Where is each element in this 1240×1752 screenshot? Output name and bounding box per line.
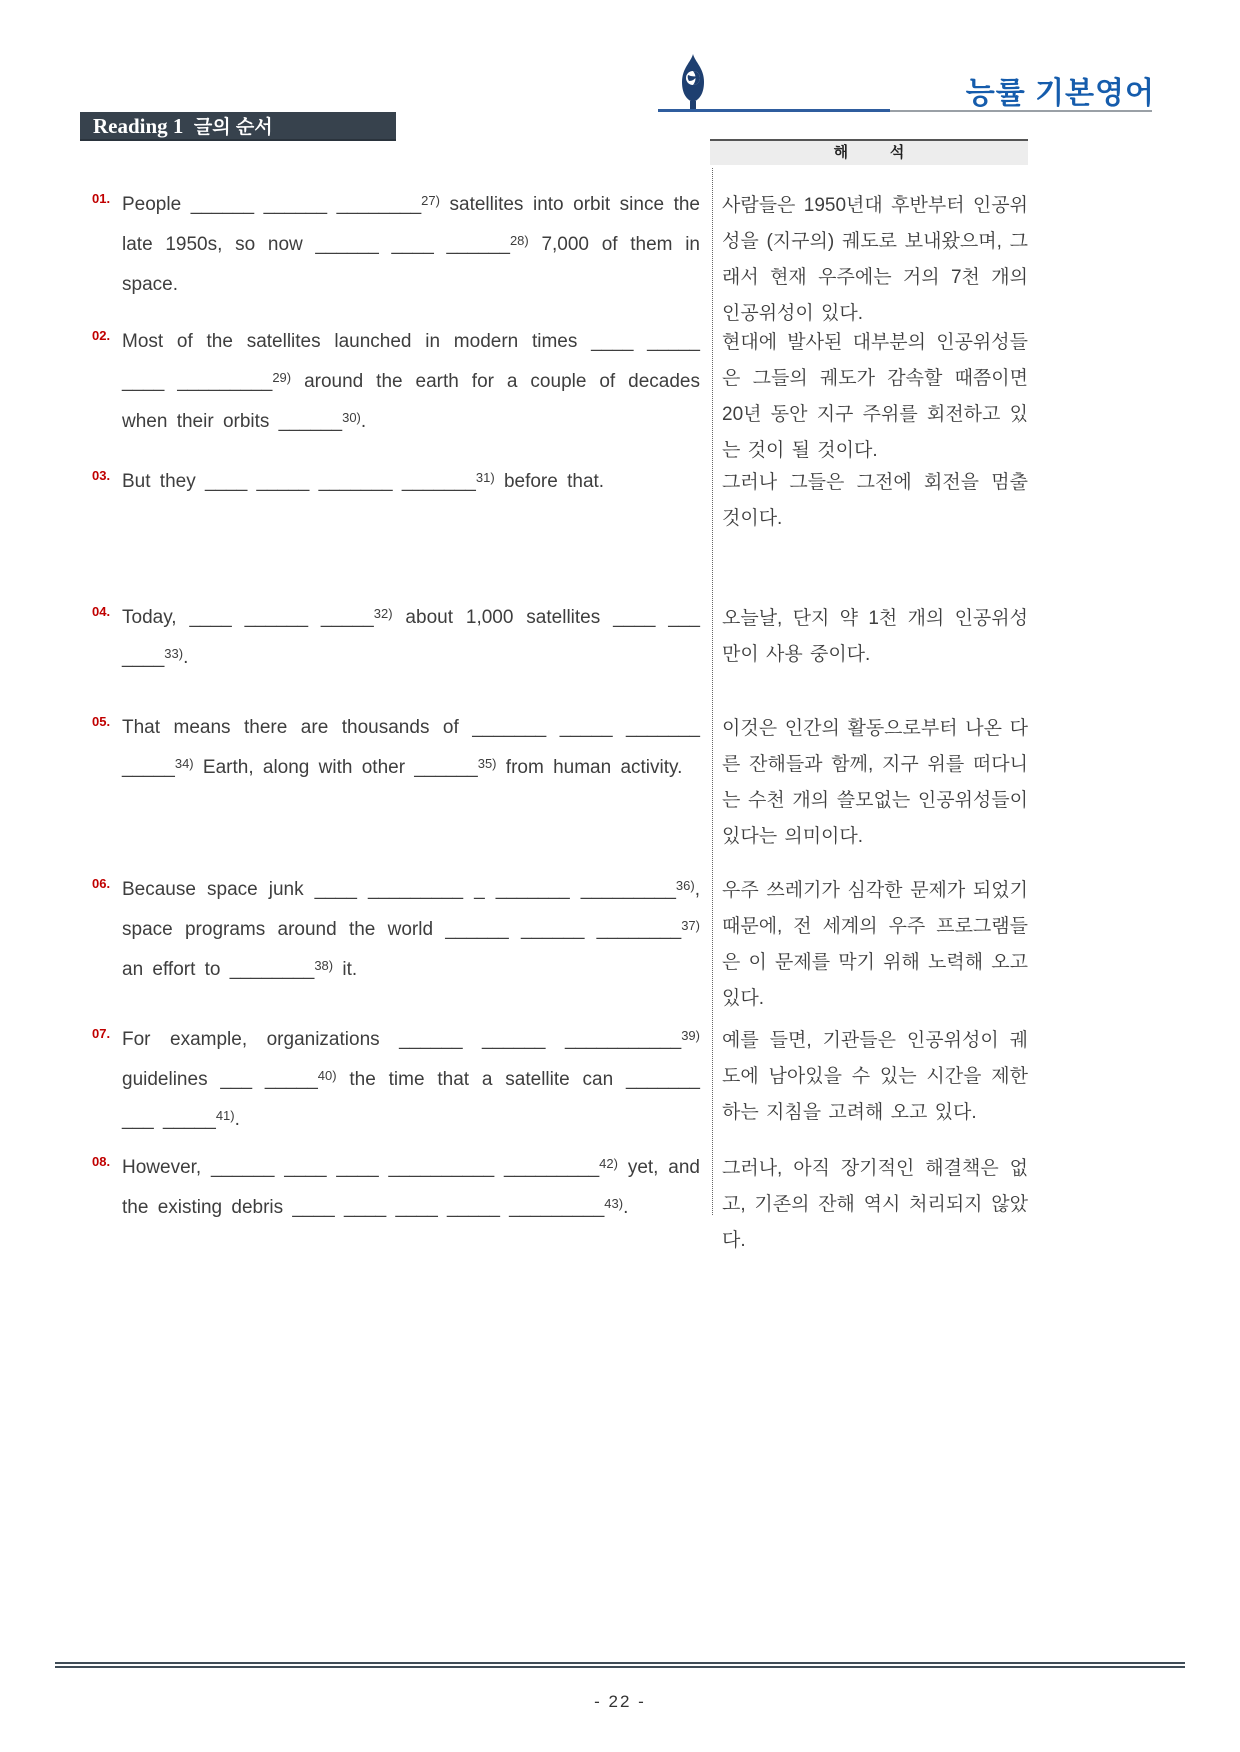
english-sentence	[92, 870, 700, 1017]
english-text: For example, organizations ______ ______ ___________$^{39)}$ guidelines ___ _____$^{40)}$ the time that a satellite can _______ ___ _____$^{41)}$.	[122, 1028, 700, 1130]
korean-translation: 우주 쓰레기가 심각한 문제가 되었기 때문에, 전 세계의 우주 프로그램들은 이 문제를 막기 위해 노력해 오고 있다.	[722, 880, 1028, 1009]
english-text: Today, ____ ______ _____$^{32)}$ about 1,000 satellites ____ ___ ____$^{33)}$.	[122, 606, 700, 668]
english-sentence	[92, 322, 700, 469]
korean-translation: 현대에 발사된 대부분의 인공위성들은 그들의 궤도가 감속할 때쯤이면 20년 동안 지구 주위를 회전하고 있는 것이 될 것이다.	[722, 332, 1028, 461]
english-text: People ______ ______ ________$^{27)}$ satellites into orbit since the late 1950s, so now ______ ____ ______$^{28)}$ 7,000 of them in space.	[122, 193, 700, 295]
exercise-item	[92, 462, 1028, 537]
section-title-bar	[80, 112, 396, 141]
item-number: 05.	[92, 714, 111, 729]
item-number: 03.	[92, 468, 111, 483]
footer-rule	[55, 1662, 1185, 1668]
english-text: However, ______ ____ ____ __________ _________$^{42)}$ yet, and the existing debris ____ ____ ____ _____ _________$^{43)}$.	[122, 1156, 700, 1218]
page-number: - 22 -	[594, 1692, 646, 1711]
korean-translation: 이것은 인간의 활동으로부터 나온 다른 잔해들과 함께, 지구 위를 떠다니는 수천 개의 쓸모없는 인공위성들이 있다는 의미이다.	[722, 718, 1028, 847]
item-number: 01.	[92, 191, 111, 206]
korean-translation: 오늘날, 단지 약 1천 개의 인공위성만이 사용 중이다.	[722, 608, 1028, 665]
item-number: 06.	[92, 876, 111, 891]
english-sentence	[92, 462, 700, 537]
item-number: 08.	[92, 1154, 111, 1169]
exercise-item	[92, 1020, 1028, 1140]
english-text: Because space junk ____ _________ _ _______ _________$^{36)}$, space programs around the world ______ ______ ________$^{37)}$ an effort to ________$^{38)}$ it.	[122, 878, 700, 980]
header-rule-blue	[658, 109, 890, 112]
korean-translation: 사람들은 1950년대 후반부터 인공위성을 (지구의) 궤도로 보내왔으며, 그래서 현재 우주에는 거의 7천 개의 인공위성이 있다.	[722, 195, 1028, 324]
exercise-item	[92, 598, 1028, 678]
item-number: 07.	[92, 1026, 111, 1041]
korean-translation: 그러나 그들은 그전에 회전을 멈출 것이다.	[722, 472, 1028, 529]
item-number: 04.	[92, 604, 111, 619]
korean-translation: 그러나, 아직 장기적인 해결책은 없고, 기존의 잔해 역시 처리되지 않았다.	[722, 1158, 1028, 1251]
english-text: But they ____ _____ _______ _______$^{31)}$ before that.	[122, 470, 605, 492]
english-sentence	[92, 185, 700, 332]
section-title-korean: 글의 순서	[193, 117, 273, 138]
translation-panel-header: 해 석	[710, 139, 1028, 165]
exercise-item	[92, 1148, 1028, 1259]
english-text: Most of the satellites launched in modern times ____ _____ ____ _________$^{29)}$ around the earth for a couple of decades when their orbits ______$^{30)}$.	[122, 331, 700, 432]
brand-title: 능률 기본영어	[965, 77, 1155, 110]
exercise-item	[92, 708, 1028, 855]
item-number: 02.	[92, 328, 111, 343]
english-sentence	[92, 598, 700, 678]
english-sentence	[92, 1020, 700, 1140]
english-text: That means there are thousands of _______ _____ _______ _____$^{34)}$ Earth, along with other ______$^{35)}$ from human activity.	[122, 717, 700, 778]
english-sentence	[92, 708, 700, 855]
exercise-item	[92, 322, 1028, 469]
exercise-item	[92, 185, 1028, 332]
section-title-english: Reading 1	[93, 114, 184, 138]
exercise-item	[92, 870, 1028, 1017]
korean-translation: 예를 들면, 기관들은 인공위성이 궤도에 남아있을 수 있는 시간을 제한하는 지침을 고려해 오고 있다.	[722, 1030, 1028, 1123]
pen-nib-globe-icon	[674, 54, 712, 110]
english-sentence	[92, 1148, 700, 1259]
